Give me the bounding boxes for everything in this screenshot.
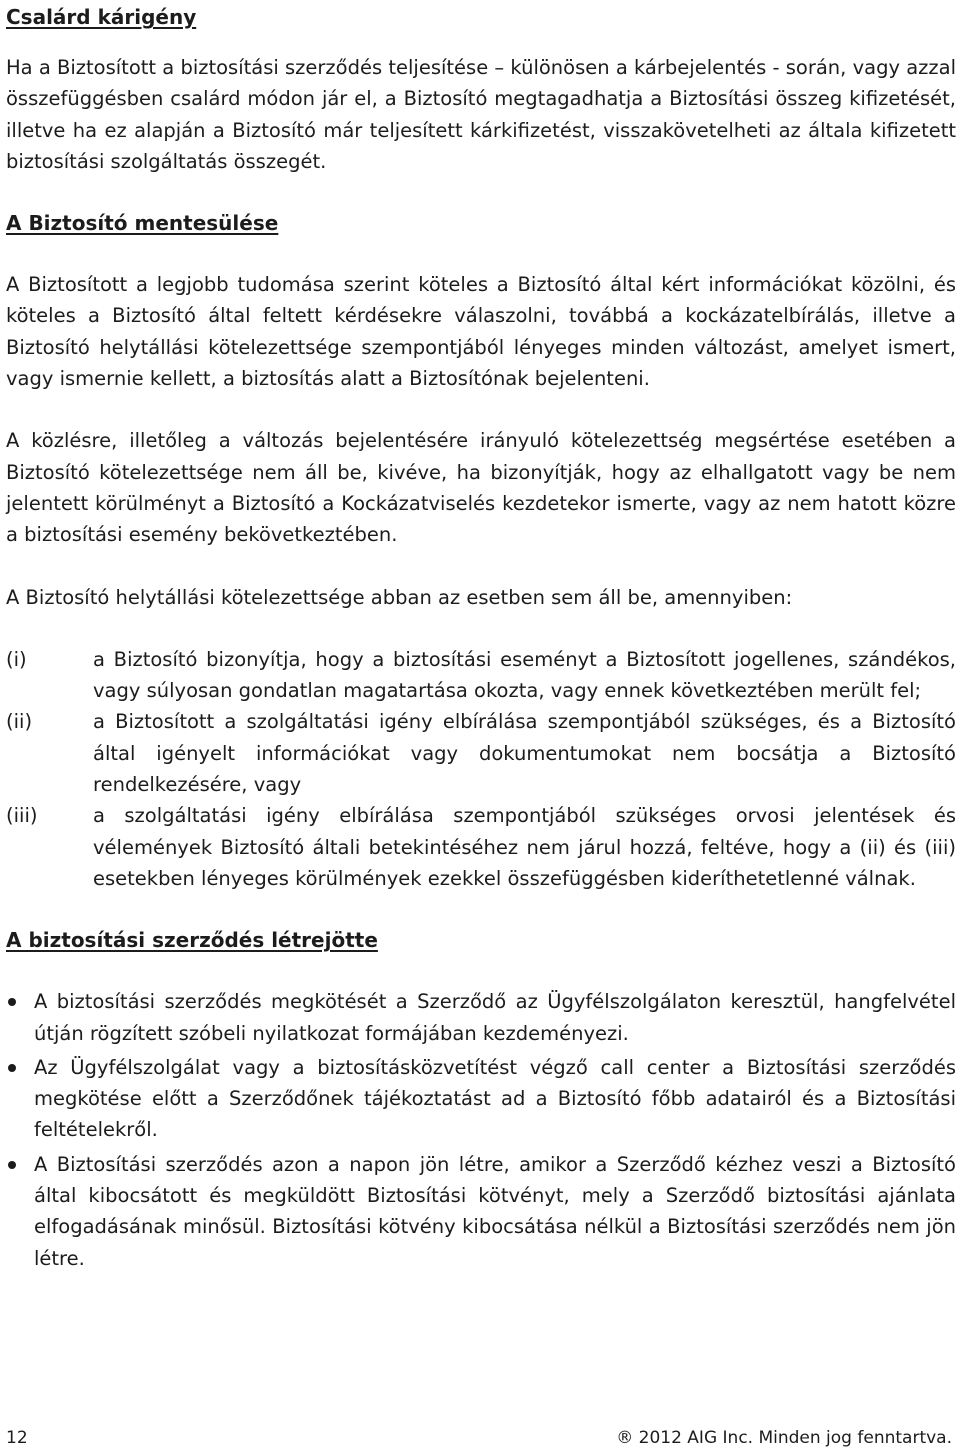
list-item-text: a Biztosító bizonyítja, hogy a biztosítási eseményt a Biztosított jogellenes, szándékos, vagy súlyosan gondatlan magatartása okozta, vagy ennek következtében merült fel;: [93, 647, 956, 703]
heading-insurer-exemption: A Biztosító mentesülése: [6, 211, 279, 236]
bullet-text: A Biztosítási szerződés azon a napon jön létre, amikor a Szerződő kézhez veszi a Biztosító által kibocsátott és megküldött Biztosítási kötvényt, mely a Szerződő biztosítási ajánlata elfogadásának minősül. Biztosítási kötvény kibocsátása nélkül a Biztosítási szerződés nem jön létre.: [34, 1152, 956, 1270]
list-item: [6, 706, 956, 800]
document-page: [6, 0, 956, 1277]
page-number: 12: [6, 1428, 28, 1448]
list-item-text: a Biztosított a szolgáltatási igény elbírálása szempontjából szükséges, és a Biztosító által igényelt információkat vagy dokumentumokat nem bocsátja a Biztosító rendelkezésére, vagy: [93, 710, 956, 797]
list-item-text: a szolgáltatási igény elbírálása szempontjából szükséges orvosi jelentések és vélemények Biztosító általi betekintéséhez nem járul hozzá, feltéve, hogy a (ii) és (iii) esetekben lényeges körülmények ezekkel összefüggésben kideríthetetlenné válnak.: [93, 804, 956, 890]
heading-contract-formation: A biztosítási szerződés létrejötte: [6, 928, 378, 953]
list-item-number: (iii): [6, 804, 38, 828]
list-item-number: (ii): [6, 710, 33, 734]
page-footer: [0, 1428, 960, 1450]
bullet-icon: [6, 986, 34, 1049]
list-item: [6, 644, 956, 707]
paragraph-breach-consequence: A közlésre, illetőleg a változás bejelentésére irányuló kötelezettség megsértése esetében a Biztosító kötelezettsége nem áll be, kivéve, ha bizonyítják, hogy az elhallgatott vagy be nem jelentett körülményt a Biztosító a Kockázatviselés kezdetekor ismerte, vagy az nem hatott közre a biztosítási esemény bekövetkeztében.: [6, 429, 956, 547]
paragraph-fraud: Ha a Biztosított a biztosítási szerződés teljesítése – különösen a kárbejelentés - során, vagy azzal összefüggésben csalárd módon jár el, a Biztosító megtagadhatja a Biztosítási összeg kifizetését, illetve ha ez alapján a Biztosító már teljesített kárkifizetést, visszakövetelheti az általa kifizetett biztosítási szolgáltatás összegét.: [6, 56, 956, 173]
copyright-notice: ® 2012 AIG Inc. Minden jog fenntartva.: [616, 1428, 952, 1448]
list-item: [6, 800, 956, 894]
list-item-number: (i): [6, 647, 27, 671]
bullet-text: A biztosítási szerződés megkötését a Szerződő az Ügyfélszolgálaton keresztül, hangfelvétel útján rögzített szóbeli nyilatkozat formájában kezdeményezi.: [34, 990, 956, 1045]
bullet-item: [6, 1149, 956, 1274]
paragraph-disclosure-duty: A Biztosított a legjobb tudomása szerint köteles a Biztosító által kért információkat közölni, és köteles a Biztosító által feltett kérdésekre válaszolni, továbbá a kockázatelbírálás, illetve a Biztosító helytállási kötelezettsége szempontjából lényeges minden változást, amelyet ismert, vagy ismernie kellett, a biztosítás alatt a Biztosítónak bejelenteni.: [6, 273, 956, 391]
bullet-text: Az Ügyfélszolgálat vagy a biztosításközvetítést végző call center a Biztosítási szerződés megkötése előtt a Szerződőnek tájékoztatást ad a Biztosító főbb adatairól és a Biztosítási feltételekről.: [34, 1055, 956, 1142]
exemption-list: [6, 644, 956, 894]
bullet-icon: [6, 1052, 34, 1146]
paragraph-exemption-intro: A Biztosító helytállási kötelezettsége abban az esetben sem áll be, amennyiben:: [6, 585, 793, 609]
bullet-item: [6, 986, 956, 1049]
heading-fraud-claim: Csalárd kárigény: [6, 5, 197, 29]
bullet-icon: [6, 1149, 34, 1274]
bullet-item: [6, 1052, 956, 1146]
formation-bullet-list: [6, 986, 956, 1274]
